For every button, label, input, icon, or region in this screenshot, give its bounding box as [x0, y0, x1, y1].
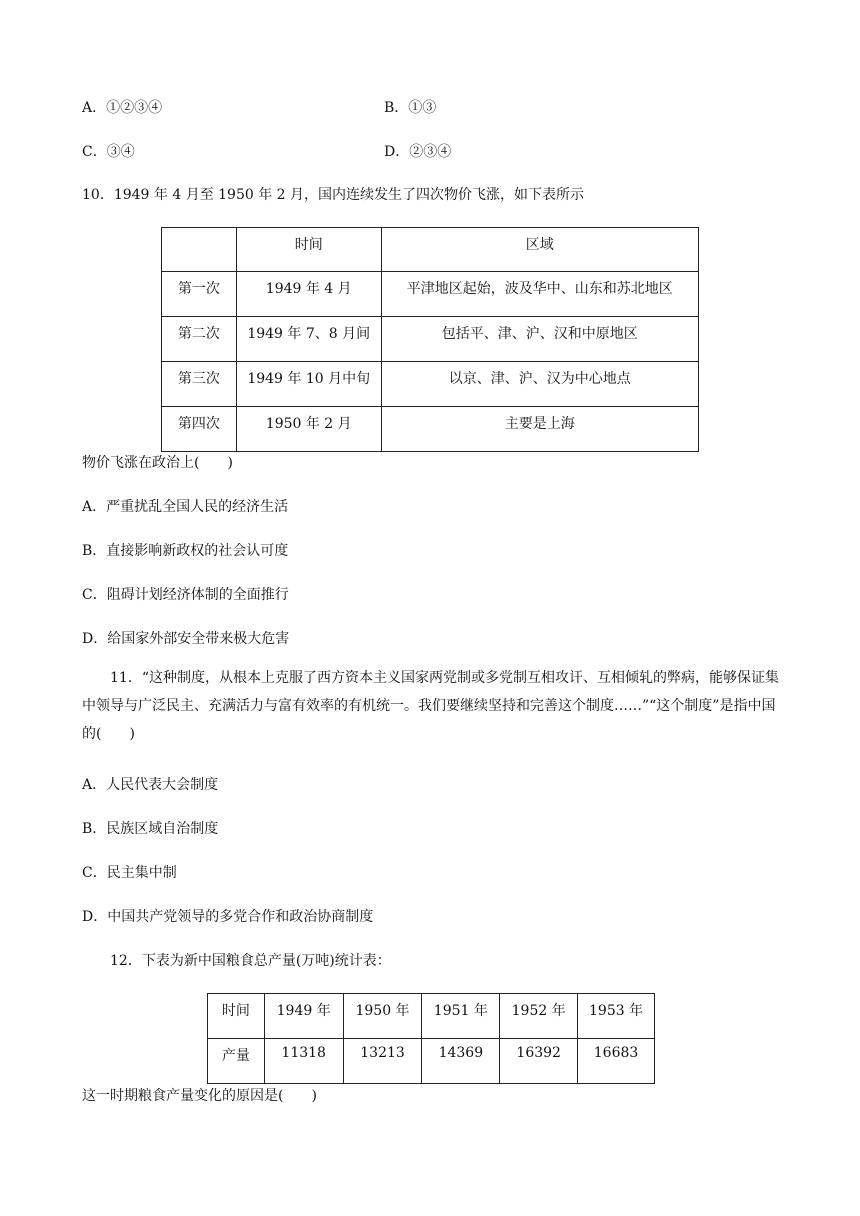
q12-question: 这一时期粮食产量变化的原因是( ) — [82, 1088, 317, 1104]
q12-cell-year: 1951 年 — [422, 994, 500, 1039]
q10-question: 物价飞涨在政治上( ) — [82, 455, 233, 471]
q10-cell-region: 以京、津、沪、汉为中心地点 — [381, 362, 698, 407]
q10-option-b: B．直接影响新政权的社会认可度 — [82, 543, 289, 559]
q10-cell-ordinal: 第一次 — [162, 272, 237, 317]
q12-cell-output: 11318 — [264, 1039, 343, 1084]
q12-cell-year: 1950 年 — [343, 994, 422, 1039]
q10-cell-ordinal: 第二次 — [162, 317, 237, 362]
q12-cell-output: 16392 — [500, 1039, 578, 1084]
q10-cell-ordinal: 第三次 — [162, 362, 237, 407]
q11-option-c: C．民主集中制 — [82, 865, 177, 881]
q9-option-d: D．②③④ — [384, 144, 452, 160]
table-row — [162, 317, 699, 362]
q12-cell-year: 1952 年 — [500, 994, 578, 1039]
table-row — [162, 272, 699, 317]
q10-cell-time: 1950 年 2 月 — [236, 407, 381, 452]
q12-cell-output: 14369 — [422, 1039, 500, 1084]
q10-cell-region: 包括平、津、沪、汉和中原地区 — [381, 317, 698, 362]
q10-cell-ordinal: 第四次 — [162, 407, 237, 452]
q12-cell-label: 时间 — [208, 994, 265, 1039]
q9-option-a: A．①②③④ — [82, 100, 163, 116]
q10-cell-time: 1949 年 7、8 月间 — [236, 317, 381, 362]
q12-cell-year: 1953 年 — [578, 994, 655, 1039]
table-row — [208, 994, 655, 1039]
q10-cell-region: 主要是上海 — [381, 407, 698, 452]
q12-grain-table — [207, 993, 655, 1084]
q10-option-a: A．严重扰乱全国人民的经济生活 — [82, 499, 289, 515]
q12-cell-output: 13213 — [343, 1039, 422, 1084]
q11-option-a: A．人民代表大会制度 — [82, 777, 219, 793]
q10-option-c: C．阻碍计划经济体制的全面推行 — [82, 587, 289, 603]
q10-cell-region: 平津地区起始，波及华中、山东和苏北地区 — [381, 272, 698, 317]
q11-stem-paragraph — [82, 664, 782, 748]
q10-header-blank — [162, 228, 237, 272]
q10-cell-time: 1949 年 10 月中旬 — [236, 362, 381, 407]
q11-option-b: B．民族区域自治制度 — [82, 821, 219, 837]
q9-option-c: C．③④ — [82, 144, 135, 160]
q10-option-d: D．给国家外部安全带来极大危害 — [82, 631, 290, 647]
q10-header-region: 区域 — [381, 228, 698, 272]
q12-stem: 12．下表为新中国粮食总产量(万吨)统计表： — [110, 953, 391, 969]
q10-cell-time: 1949 年 4 月 — [236, 272, 381, 317]
q10-table-header-row — [162, 228, 699, 272]
table-row — [162, 407, 699, 452]
table-row — [208, 1039, 655, 1084]
q9-option-b: B．①③ — [384, 100, 437, 116]
q12-cell-label: 产量 — [208, 1039, 265, 1084]
q12-cell-year: 1949 年 — [264, 994, 343, 1039]
table-row — [162, 362, 699, 407]
q11-stem: 11．“这种制度，从根本上克服了西方资本主义国家两党制或多党制互相攻讦、互相倾轧的弊病，能够保证集中领导与广泛民主、充满活力与富有效率的有机统一。我们要继续坚持和完善这个制度……”“这个制度”是指中国的( ) — [82, 670, 779, 742]
q10-stem: 10．1949 年 4 月至 1950 年 2 月，国内连续发生了四次物价飞涨，如下表所示 — [82, 187, 585, 203]
q11-option-d: D．中国共产党领导的多党合作和政治协商制度 — [82, 909, 374, 925]
q10-header-time: 时间 — [236, 228, 381, 272]
q10-price-table — [161, 227, 699, 452]
q12-cell-output: 16683 — [578, 1039, 655, 1084]
